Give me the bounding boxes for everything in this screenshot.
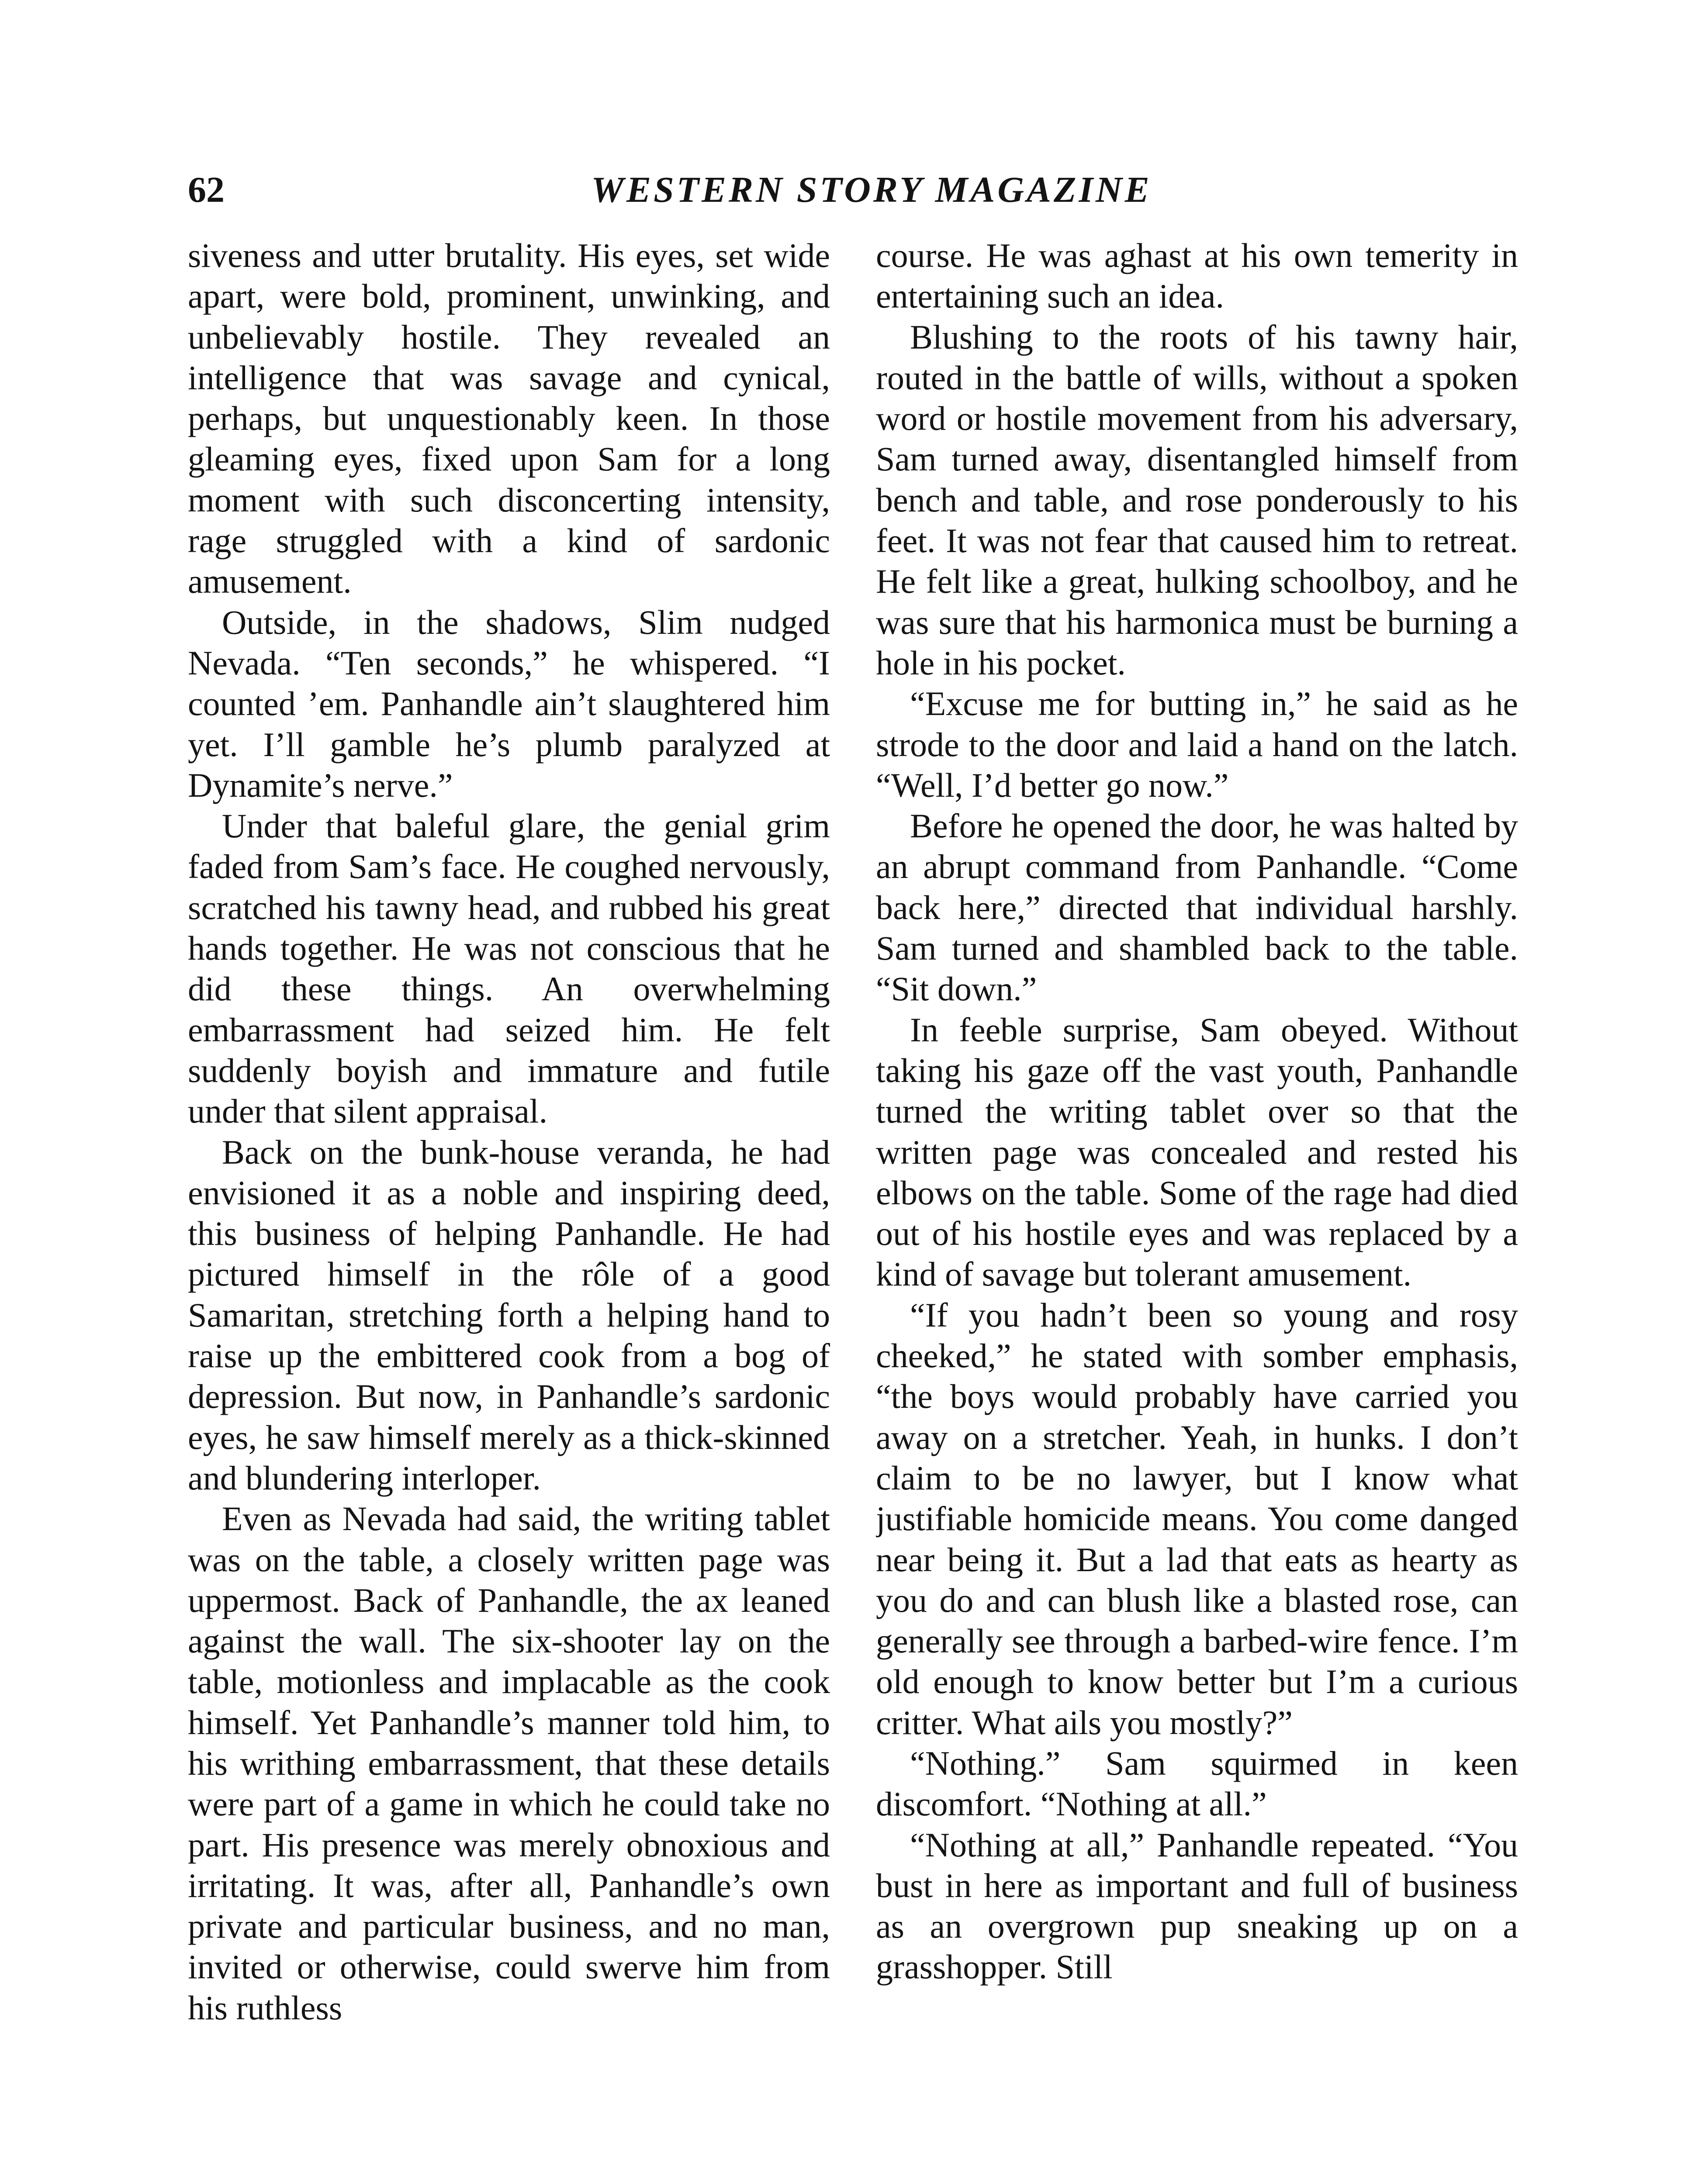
paragraph: Back on the bunk-house veranda, he had envisioned it as a noble and inspiring deed, this business of helping Panhandle. He had pictured himself in the rôle of a good Samaritan, stretching forth a helping hand to raise up the embittered cook from a bog of depression. But now, in Panhandle’s sardonic eyes, he saw himself merely as a thick-skinned and blundering interloper. [188,1133,830,1497]
paragraph: siveness and utter brutality. His eyes, set wide apart, were bold, prominent, unwinking, and unbelievably hostile. They revealed an intelligence that was savage and cynical, perhaps, but unquestionably keen. In those gleaming eyes, fixed upon Sam for a long moment with such disconcerting intensity, rage struggled with a kind of sardonic amusement. [188,236,830,601]
running-title: WESTERN STORY MAGAZINE [591,169,1152,210]
page-number: 62 [188,169,225,210]
paragraph: In feeble surprise, Sam obeyed. Without taking his gaze off the vast youth, Panhandle turned the writing tablet over so that the written page was concealed and rested his elbows on the table. Some of the rage had died out of his hostile eyes and was replaced by a kind of savage but tolerant amusement. [876,1010,1518,1293]
paragraph: course. He was aghast at his own temerity in entertaining such an idea. [876,236,1518,315]
paragraph: Outside, in the shadows, Slim nudged Nevada. “Ten seconds,” he whispered. “I counted ’em. Panhandle ain’t slaughtered him yet. I’ll gamble he’s plumb paralyzed at Dynamite’s nerve.” [188,603,830,804]
paragraph: “If you hadn’t been so young and rosy cheeked,” he stated with somber emphasis, “the boys would probably have carried you away on a stretcher. Yeah, in hunks. I don’t claim to be no lawyer, but I know what justifiable homicide means. You come danged near being it. But a lad that eats as hearty as you do and can blush like a blasted rose, can generally see through a barbed-wire fence. I’m old enough to know better but I’m a curious critter. What ails you mostly?” [876,1296,1518,1742]
paragraph: “Nothing.” Sam squirmed in keen discomfort. “Nothing at all.” [876,1744,1518,1823]
right-column [876,235,1518,2184]
paragraph: Before he opened the door, he was halted by an abrupt command from Panhandle. “Come back here,” directed that individual harshly. Sam turned and shambled back to the table. “Sit down.” [876,807,1518,1008]
left-column [188,235,830,2184]
paragraph: “Excuse me for butting in,” he said as he strode to the door and laid a hand on the latch. “Well, I’d better go now.” [876,684,1518,804]
paragraph: Even as Nevada had said, the writing tablet was on the table, a closely written page was uppermost. Back of Panhandle, the ax leaned against the wall. The six-shooter lay on the table, motionless and implacable as the cook himself. Yet Panhandle’s manner told him, to his writhing embarrassment, that these details were part of a game in which he could take no part. His presence was merely obnoxious and irritating. It was, after all, Panhandle’s own private and particular business, and no man, invited or otherwise, could swerve him from his ruthless [188,1500,830,2027]
page-header [188,162,1555,218]
paragraph: Blushing to the roots of his tawny hair, routed in the battle of wills, without a spoken word or hostile movement from his adversary, Sam turned away, disentangled himself from bench and table, and rose ponderously to his feet. It was not fear that caused him to retreat. He felt like a great, hulking schoolboy, and he was sure that his harmonica must be burning a hole in his pocket. [876,318,1518,682]
paragraph: Under that baleful glare, the genial grim faded from Sam’s face. He coughed nervously, scratched his tawny head, and rubbed his great hands together. He was not conscious that he did these things. An overwhelming embarrassment had seized him. He felt suddenly boyish and immature and futile under that silent appraisal. [188,807,830,1130]
paragraph: “Nothing at all,” Panhandle repeated. “You bust in here as important and full of business as an overgrown pup sneaking up on a grasshopper. Still [876,1825,1518,1986]
